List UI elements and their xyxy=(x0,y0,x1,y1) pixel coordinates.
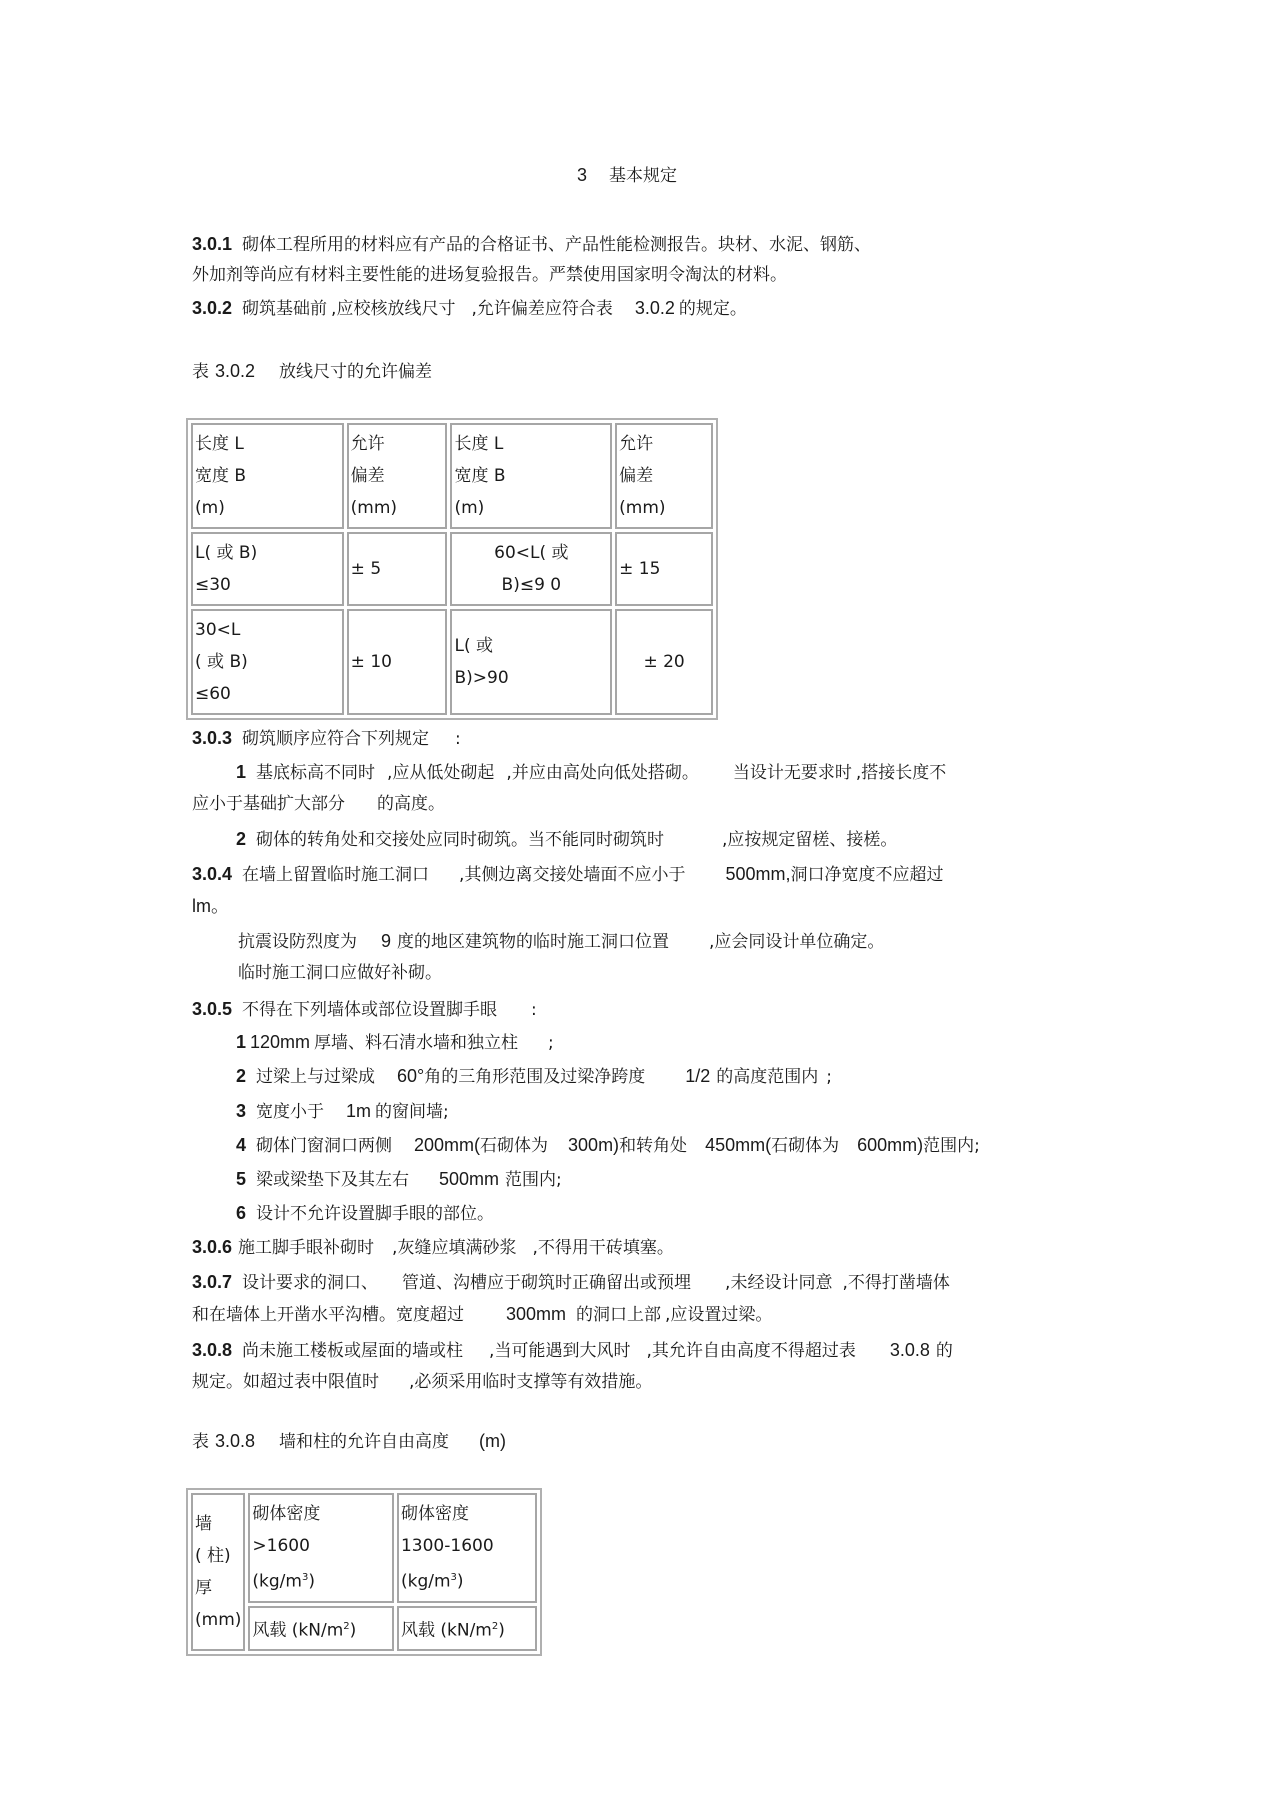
cell-text: ( 或 B) xyxy=(195,652,248,672)
clause-text: 砌筑基础前 xyxy=(242,299,328,319)
clause-text: 的规定。 xyxy=(678,299,747,319)
clause-number: 3.0.6 xyxy=(192,1237,233,1257)
caption-number: 3.0.2 xyxy=(215,361,256,381)
header-wall-thickness xyxy=(191,1493,245,1651)
table-3-0-2 xyxy=(186,418,718,720)
item-number: 3 xyxy=(236,1101,247,1121)
table-cell xyxy=(191,532,344,606)
cell-text: (mm) xyxy=(619,498,666,518)
table-header-row xyxy=(191,1493,537,1603)
cell-text: 长度 L xyxy=(195,434,244,454)
item-number: 5 xyxy=(236,1169,247,1189)
clause-text: lm。 xyxy=(192,896,229,916)
cell-text: (mm) xyxy=(195,1610,242,1631)
clause-text: 临时施工洞口应做好补砌。 xyxy=(238,963,442,983)
cell-text: 墙 xyxy=(195,1514,212,1535)
clause-text: ,应按规定留槎、接槎。 xyxy=(722,830,898,850)
cell-text: (m) xyxy=(195,498,225,518)
clause-text: 规定。如超过表中限值时 xyxy=(192,1372,379,1392)
clause-text: 外加剂等尚应有材料主要性能的进场复验报告。严禁使用国家明令淘汰的材料。 xyxy=(192,265,787,285)
clause-3-0-4-para-b xyxy=(238,962,442,984)
clause-number: 3.0.5 xyxy=(192,999,233,1019)
clause-text: ,未经设计同意 xyxy=(725,1273,833,1293)
clause-text: 和在墙体上开凿水平沟槽。宽度超过 xyxy=(192,1305,464,1325)
clause-text: ,应会同设计单位确定。 xyxy=(709,932,885,952)
clause-text: 的洞口上部 xyxy=(576,1305,662,1325)
clause-text: 厚墙、料石清水墙和独立柱 xyxy=(314,1033,519,1053)
table-3-0-8 xyxy=(186,1488,542,1656)
header-length-width-2 xyxy=(450,423,612,529)
table-cell xyxy=(450,609,612,715)
section-number: 3 xyxy=(577,165,588,185)
clause-text: 的高度范围内 xyxy=(716,1067,819,1087)
clause-3-0-7 xyxy=(192,1271,950,1294)
clause-3-0-8-line2 xyxy=(192,1371,652,1393)
clause-text: : xyxy=(455,729,461,749)
item-number: 2 xyxy=(236,829,247,849)
clause-text: ,当可能遇到大风时 xyxy=(489,1341,631,1361)
clause-text: 的 xyxy=(935,1341,953,1361)
clause-value: 60° xyxy=(397,1066,425,1086)
cell-text: (kg/m xyxy=(400,1571,451,1592)
clause-value: 1m xyxy=(346,1101,372,1121)
table-cell xyxy=(347,609,448,715)
clause-text: 施工脚手眼补砌时 xyxy=(238,1238,375,1258)
clause-text: 石砌体为 xyxy=(480,1136,549,1156)
clause-value: 450mm( xyxy=(705,1135,772,1155)
table-header-row xyxy=(191,423,713,529)
superscript: 3 xyxy=(450,1572,457,1583)
superscript: 2 xyxy=(343,1620,350,1632)
caption-text: 放线尺寸的允许偏差 xyxy=(279,362,433,382)
cell-text: 砌体密度 xyxy=(400,1504,469,1524)
wind-load-mid xyxy=(397,1606,537,1652)
table-cell xyxy=(615,609,713,715)
cell-text: 60<L( 或 xyxy=(494,543,569,563)
header-density-high xyxy=(248,1493,394,1603)
clause-3-0-3-item-2 xyxy=(236,828,897,851)
clause-3-0-3-item-1 xyxy=(236,761,946,784)
cell-text: 30<L xyxy=(195,620,241,640)
clause-text: 角的三角形范围及过梁净跨度 xyxy=(424,1067,646,1087)
clause-text: : xyxy=(531,1000,537,1020)
clause-number: 3.0.1 xyxy=(192,234,233,254)
clause-text: 设计要求的洞口、 xyxy=(242,1273,379,1293)
cell-text: 宽度 B xyxy=(454,466,506,486)
clause-text: ,不得打凿墙体 xyxy=(842,1273,950,1293)
item-number: 1 xyxy=(236,762,247,782)
caption-unit: (m) xyxy=(479,1431,507,1451)
cell-text: L( 或 xyxy=(454,636,493,656)
clause-value: 300m) xyxy=(568,1135,620,1155)
clause-text: 范围内; xyxy=(923,1136,980,1156)
clause-value: 120mm xyxy=(250,1032,311,1052)
cell-text: 1300-1600 xyxy=(400,1536,494,1556)
item-number: 1 xyxy=(236,1032,247,1052)
clause-text: 的窗间墙; xyxy=(375,1102,449,1122)
header-density-mid xyxy=(397,1493,537,1603)
cell-unit xyxy=(252,1611,390,1647)
header-tolerance-2 xyxy=(615,423,713,529)
cell-text: B)≤9 0 xyxy=(501,575,562,595)
cell-unit xyxy=(401,1611,533,1647)
cell-text: (m) xyxy=(454,498,485,518)
caption-number: 3.0.8 xyxy=(215,1431,256,1451)
clause-value: 500mm xyxy=(439,1169,500,1189)
clause-3-0-3-item-1-line2 xyxy=(192,793,445,815)
clause-number: 3.0.7 xyxy=(192,1272,233,1292)
clause-text: 基底标高不同时 xyxy=(256,763,376,783)
clause-3-0-8 xyxy=(192,1339,953,1362)
clause-text: ,应设置过梁。 xyxy=(665,1305,773,1325)
clause-text: ,不得用干砖填塞。 xyxy=(532,1238,674,1258)
cell-text: ) xyxy=(308,1571,315,1592)
clause-text: ; xyxy=(826,1067,833,1087)
cell-text: 风载 (kN/m xyxy=(400,1620,492,1641)
table-cell xyxy=(191,609,344,715)
clause-value: 200mm( xyxy=(414,1135,481,1155)
header-length-width xyxy=(191,423,344,529)
clause-text: 的高度。 xyxy=(377,794,445,814)
cell-text: 允许 xyxy=(619,434,654,454)
clause-3-0-4-line2 xyxy=(192,895,229,917)
caption-prefix: 表 xyxy=(192,362,209,382)
cell-text: 砌体密度 xyxy=(252,1504,321,1524)
clause-value: 9 xyxy=(381,931,392,951)
table-row xyxy=(191,532,713,606)
item-number: 4 xyxy=(236,1135,247,1155)
cell-text: ) xyxy=(349,1620,357,1641)
table-ref: 3.0.8 xyxy=(889,1340,930,1360)
clause-text: ,允许偏差应符合表 xyxy=(471,299,613,319)
table-cell xyxy=(347,532,448,606)
cell-unit xyxy=(401,1562,533,1598)
clause-number: 3.0.8 xyxy=(192,1340,233,1360)
table-3-0-8-caption xyxy=(192,1430,506,1453)
cell-unit xyxy=(252,1562,390,1598)
clause-text: 管道、沟槽应于砌筑时正确留出或预埋 xyxy=(402,1273,692,1293)
clause-value: 500mm, xyxy=(725,864,791,884)
clause-3-0-6 xyxy=(192,1236,674,1259)
clause-text: 当设计无要求时 xyxy=(732,763,852,783)
clause-value: 600mm) xyxy=(857,1135,924,1155)
cell-text: 风载 (kN/m xyxy=(252,1620,344,1641)
cell-text: ± 5 xyxy=(350,559,382,579)
wind-load-high xyxy=(248,1606,394,1652)
clause-3-0-3 xyxy=(192,727,461,750)
section-title xyxy=(577,164,677,187)
cell-text: ) xyxy=(456,1571,464,1592)
clause-text: ,搭接长度不 xyxy=(855,763,947,783)
clause-text: 和转角处 xyxy=(619,1136,688,1156)
clause-3-0-5 xyxy=(192,998,537,1021)
clause-3-0-5-item-2 xyxy=(236,1065,832,1088)
clause-3-0-2 xyxy=(192,297,747,320)
clause-text: ,应校核放线尺寸 xyxy=(331,299,456,319)
cell-text: ( 柱) xyxy=(195,1546,231,1567)
clause-number: 3.0.2 xyxy=(192,298,233,318)
clause-text: 洞口净宽度不应超过 xyxy=(790,865,944,885)
cell-text: ± 15 xyxy=(619,559,661,579)
cell-text: 偏差 xyxy=(619,466,654,486)
item-number: 6 xyxy=(236,1203,247,1223)
item-number: 2 xyxy=(236,1066,247,1086)
cell-text: B)>90 xyxy=(454,668,509,688)
cell-text: 偏差 xyxy=(350,466,385,486)
cell-text: 厚 xyxy=(195,1578,212,1599)
clause-text: 不得在下列墙体或部位设置脚手眼 xyxy=(242,1000,498,1020)
clause-number: 3.0.4 xyxy=(192,864,233,884)
superscript: 2 xyxy=(491,1620,499,1632)
cell-text: 宽度 B xyxy=(195,466,247,486)
clause-text: 砌体的转角处和交接处应同时砌筑。当不能同时砌筑时 xyxy=(256,830,665,850)
cell-text: ≤30 xyxy=(195,575,231,595)
caption-text: 墙和柱的允许自由高度 xyxy=(279,1432,450,1452)
clause-text: 过梁上与过梁成 xyxy=(256,1067,376,1087)
clause-text: 抗震设防烈度为 xyxy=(238,932,357,952)
clause-3-0-1-line1 xyxy=(192,233,871,256)
cell-text: 长度 L xyxy=(454,434,504,454)
clause-text: 应小于基础扩大部分 xyxy=(192,794,345,814)
clause-text: 梁或梁垫下及其左右 xyxy=(256,1170,410,1190)
clause-text: 宽度小于 xyxy=(256,1102,325,1122)
clause-3-0-4-para-a xyxy=(238,930,884,953)
clause-text: 设计不允许设置脚手眼的部位。 xyxy=(256,1204,495,1224)
clause-3-0-5-item-1 xyxy=(236,1031,554,1054)
clause-text: 度的地区建筑物的临时施工洞口位置 xyxy=(397,932,670,952)
clause-text: 砌体工程所用的材料应有产品的合格证书、产品性能检测报告。块材、水泥、钢筋、 xyxy=(242,235,872,255)
clause-3-0-4 xyxy=(192,863,943,886)
clause-text: 砌体门窗洞口两侧 xyxy=(256,1136,393,1156)
clause-text: ,应从低处砌起 xyxy=(387,763,495,783)
section-title-text: 基本规定 xyxy=(609,166,678,186)
cell-text: ≤60 xyxy=(195,684,231,704)
table-cell xyxy=(615,532,713,606)
clause-3-0-5-item-3 xyxy=(236,1100,449,1123)
cell-text: L( 或 B) xyxy=(195,543,258,563)
clause-text: ,并应由高处向低处搭砌。 xyxy=(506,763,699,783)
clause-text: ,灰缝应填满砂浆 xyxy=(392,1238,517,1258)
caption-prefix: 表 xyxy=(192,1432,209,1452)
cell-text: >1600 xyxy=(252,1536,310,1556)
cell-text: (kg/m xyxy=(252,1571,302,1592)
clause-3-0-7-line2 xyxy=(192,1303,772,1326)
table-3-0-2-caption xyxy=(192,360,432,383)
table-row xyxy=(191,609,713,715)
clause-3-0-5-item-4 xyxy=(236,1134,980,1157)
clause-3-0-5-item-5 xyxy=(236,1168,562,1191)
clause-text: 石砌体为 xyxy=(771,1136,840,1156)
clause-text: ,其侧边离交接处墙面不应小于 xyxy=(459,865,686,885)
header-tolerance xyxy=(347,423,448,529)
cell-text: ± 10 xyxy=(350,652,392,672)
cell-text: 允许 xyxy=(350,434,385,454)
superscript: 3 xyxy=(301,1572,309,1583)
clause-text: 尚未施工楼板或屋面的墙或柱 xyxy=(242,1341,464,1361)
clause-text: ,必须采用临时支撑等有效措施。 xyxy=(409,1372,653,1392)
clause-text: ; xyxy=(548,1033,554,1053)
table-ref: 3.0.2 xyxy=(634,298,675,318)
table-cell xyxy=(450,532,612,606)
clause-3-0-1-line2 xyxy=(192,264,787,286)
clause-text: ,其允许自由高度不得超过表 xyxy=(646,1341,856,1361)
clause-text: 在墙上留置临时施工洞口 xyxy=(242,865,430,885)
clause-value: 300mm xyxy=(506,1304,567,1324)
clause-text: 砌筑顺序应符合下列规定 xyxy=(242,729,430,749)
cell-text: ± 20 xyxy=(643,652,685,672)
clause-text: 范围内; xyxy=(505,1170,562,1190)
cell-text: ) xyxy=(498,1620,505,1641)
clause-number: 3.0.3 xyxy=(192,728,233,748)
clause-value: 1/2 xyxy=(685,1066,711,1086)
clause-3-0-5-item-6 xyxy=(236,1202,494,1225)
cell-text: (mm) xyxy=(350,498,398,518)
